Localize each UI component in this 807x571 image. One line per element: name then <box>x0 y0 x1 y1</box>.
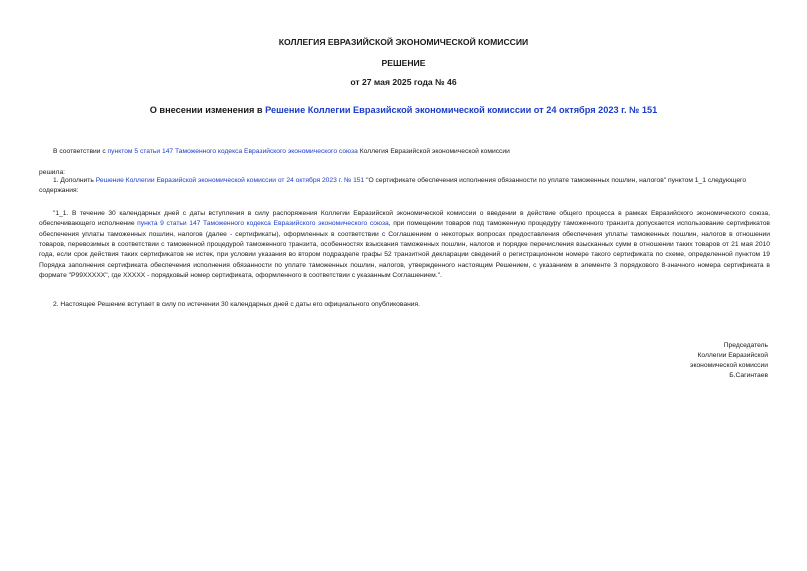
resolved-label: решила: <box>39 169 66 176</box>
item-1-before: 1. Дополнить <box>53 177 96 184</box>
subject-link[interactable]: Решение Коллегии Евразийской экономической комиссии от 24 октября 2023 г. № 151 <box>265 105 658 115</box>
item-1-after: "О сертификате обеспечения исполнения обязанности по уплате таможенных пошлин, налогов" пунктом 1_1 следующего содержания: <box>39 177 747 195</box>
signature-line-3: экономической комиссии <box>690 362 768 370</box>
quote-part-2: , при помещении товаров под таможенную процедуру таможенного транзита допускается использование сертификатов обеспечения уплаты таможенных пошлин, налогов (далее - сертификаты), оформленных в соответствии с Соглашением о некоторых вопросах предоставления обеспечения уплаты таможенных пошлин, налогов в отношении товаров, перевозимых в соответствии с таможенной процедурой таможенного транзита, особенностях взыскания таможенных пошлин, налогов и порядке перечисления взысканных сумм в отношении таких товаров от 21 мая 2010 года, если срок действия таких сертификатов не истек, при условии указания во втором подразделе графы 52 транзитной декларации сведений о регистрационном номере такого сертификата по схеме, определенной пунктом 19 Порядка заполнения сертификата обеспечения исполнения обязанности по уплате таможенных пошлин, налогов, утвержденного настоящим Решением, с указанием в элементе 3 порядкового 8-значного номера сертификата в формате "Р99XXXXX", где XXXXX - порядковый номер сертификата, оформленного в соответствии с указанным Соглашением.". <box>39 220 770 280</box>
item-2-paragraph: 2. Настоящее Решение вступает в силу по истечении 30 календарных дней с даты его официального опубликования. <box>53 301 421 308</box>
document-date-number: от 27 мая 2025 года № 46 <box>350 77 457 87</box>
document-subject <box>0 105 807 115</box>
preamble-paragraph <box>53 147 773 157</box>
item-1-link[interactable]: Решение Коллегии Евразийской экономической комиссии от 24 октября 2023 г. № 151 <box>95 177 365 184</box>
signature-line-2: Коллегии Евразийской <box>697 352 768 360</box>
signature-line-1: Председатель <box>723 342 768 349</box>
signature-block <box>690 341 768 381</box>
item-1-paragraph <box>39 176 779 197</box>
preamble-link[interactable]: пунктом 5 статьи 147 Таможенного кодекса Евразийского экономического союза <box>107 148 358 155</box>
signature-name: Б.Сагинтаев <box>729 372 768 380</box>
document-type: РЕШЕНИЕ <box>381 58 426 68</box>
quote-link[interactable]: пункта 9 статьи 147 Таможенного кодекса Евразийского экономического союза <box>137 220 389 228</box>
issuing-body: КОЛЛЕГИЯ ЕВРАЗИЙСКОЙ ЭКОНОМИЧЕСКОЙ КОМИССИИ <box>278 37 529 47</box>
quote-part-1: "1_1. В течение 30 календарных дней с даты вступления в силу распоряжения Коллегии Евразийской экономической комиссии о введении в действие общего процесса в рамках Евразийского экономического союза, обеспечивающего исполнение <box>39 210 770 228</box>
preamble-before: В соответствии с <box>53 148 108 155</box>
preamble-after: Коллегия Евразийской экономической комиссии <box>357 148 510 155</box>
quoted-clause-paragraph <box>39 209 770 281</box>
subject-prefix: О внесении изменения в <box>149 105 266 115</box>
